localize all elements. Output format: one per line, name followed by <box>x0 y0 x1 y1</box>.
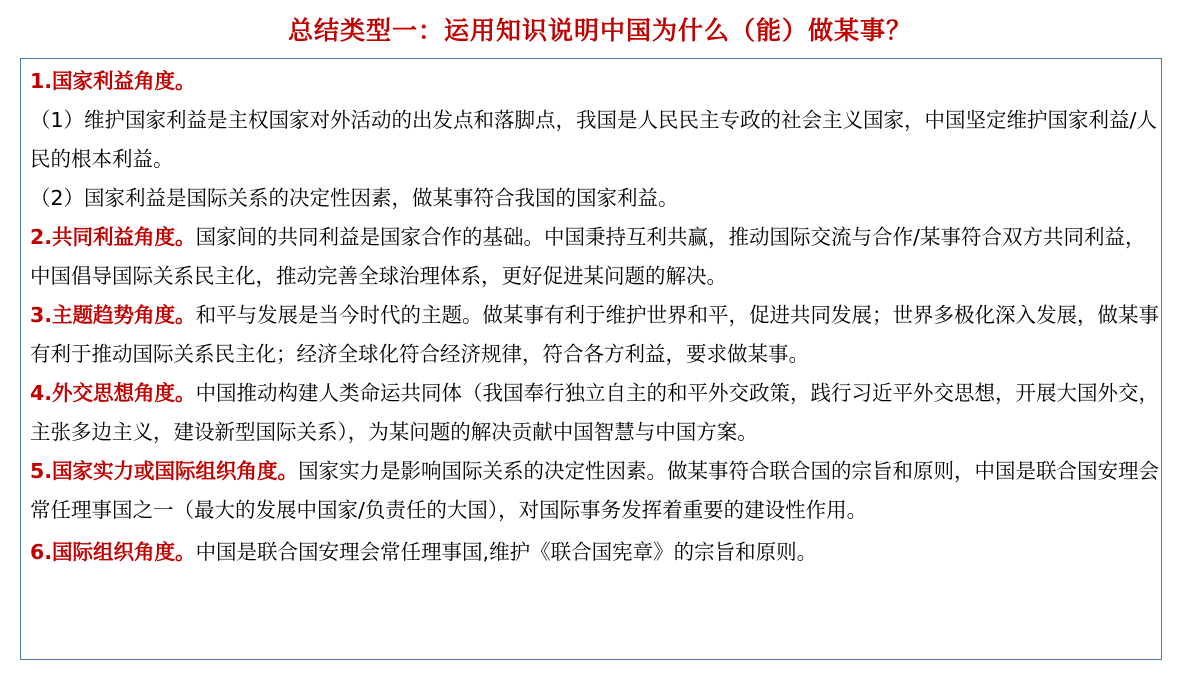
point-1-sub-1 <box>30 101 1160 179</box>
point-3 <box>30 296 1160 374</box>
point-6 <box>30 533 1160 572</box>
point-2-heading: 2.共同利益角度。 <box>30 225 196 249</box>
point-4-heading: 4.外交思想角度。 <box>30 381 196 405</box>
page-title: 总结类型一：运用知识说明中国为什么（能）做某事？ <box>287 16 912 45</box>
point-4-text: 中国推动构建人类命运共同体（我国奉行独立自主的和平外交政策，践行习近平外交思想，开展大国外交，主张多边主义，建设新型国际关系），为某问题的解决贡献中国智慧与中国方案。 <box>30 381 1160 444</box>
content-body <box>30 62 1160 572</box>
point-5-text: 国家实力是影响国际关系的决定性因素。做某事符合联合国的宗旨和原则，中国是联合国安理会常任理事国之一（最大的发展中国家/负责任的大国），对国际事务发挥着重要的建设性作用。 <box>30 459 1160 522</box>
point-1-sub-2-text: （2）国家利益是国际关系的决定性因素，做某事符合我国的国家利益。 <box>30 186 679 210</box>
point-6-text: 中国是联合国安理会常任理事国,维护《联合国宪章》的宗旨和原则。 <box>195 540 818 564</box>
point-1 <box>30 62 1160 101</box>
point-2-text: 国家间的共同利益是国家合作的基础。中国秉持互利共赢，推动国际交流与合作/某事符合双方共同利益，中国倡导国际关系民主化，推动完善全球治理体系，更好促进某问题的解决。 <box>30 225 1146 288</box>
point-3-text: 和平与发展是当今时代的主题。做某事有利于维护世界和平，促进共同发展；世界多极化深入发展，做某事有利于推动国际关系民主化；经济全球化符合经济规律，符合各方利益，要求做某事。 <box>30 303 1160 366</box>
point-4 <box>30 374 1160 452</box>
point-3-heading: 3.主题趋势角度。 <box>30 303 196 327</box>
point-1-sub-1-text: （1）维护国家利益是主权国家对外活动的出发点和落脚点，我国是人民民主专政的社会主义国家，中国坚定维护国家利益/人民的根本利益。 <box>30 108 1157 171</box>
point-1-sub-2 <box>30 179 1160 218</box>
point-5-heading: 5.国家实力或国际组织角度。 <box>30 459 299 483</box>
point-2 <box>30 218 1160 296</box>
point-5 <box>30 452 1160 530</box>
point-1-heading: 1.国家利益角度。 <box>30 69 196 93</box>
point-6-heading: 6.国际组织角度。 <box>30 540 196 564</box>
